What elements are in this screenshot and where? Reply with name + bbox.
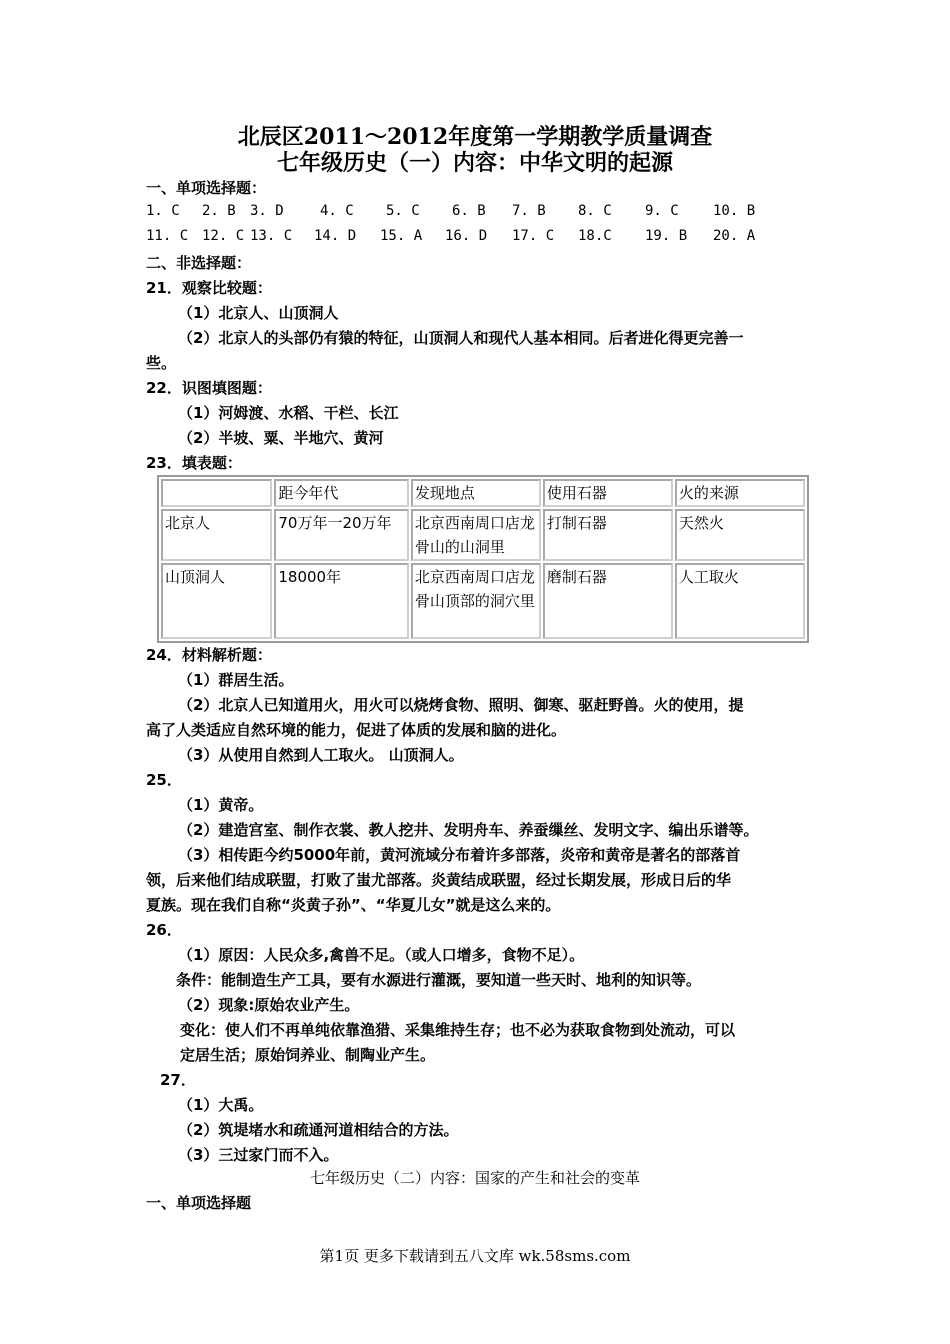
q24-answer-2: （2）北京人已知道用火，用火可以烧烤食物、照明、御寒、驱赶野兽。火的使用，提 <box>178 696 744 714</box>
q21-answer-2-cont: 些。 <box>146 354 177 372</box>
q21-answer-1: （1）北京人、山顶洞人 <box>178 304 339 322</box>
q24-answer-2-cont: 高了人类适应自然环境的能力，促进了体质的发展和脑的进化。 <box>146 721 567 739</box>
answer-row-1 <box>0 203 950 223</box>
table-cell: 70万年一20万年 <box>274 509 409 561</box>
doc-title: 北辰区2011～2012年度第一学期教学质量调查 <box>237 124 713 150</box>
q26-heading: 26． <box>146 921 182 939</box>
table-header-cell: 火的来源 <box>675 479 805 507</box>
answer: 18.C <box>578 228 612 244</box>
table-row <box>161 509 805 561</box>
section-subtitle: 七年级历史（二）内容：国家的产生和社会的变革 <box>309 1169 640 1187</box>
q27-answer-2: （2）筑堤堵水和疏通河道相结合的方法。 <box>178 1121 459 1139</box>
answer: 16. D <box>445 228 488 244</box>
table-cell: 打制石器 <box>543 509 673 561</box>
answer: 4. C <box>320 203 354 219</box>
answer: 20. A <box>713 228 756 244</box>
q23-heading: 23．填表题： <box>146 454 242 472</box>
table-cell: 山顶洞人 <box>161 563 272 639</box>
q21-answer-2: （2）北京人的头部仍有猿的特征，山顶洞人和现代人基本相同。后者进化得更完善一 <box>178 329 744 347</box>
q25-answer-3-cont: 夏族。现在我们自称“炎黄子孙”、“华夏儿女”就是这么来的。 <box>146 896 561 914</box>
q25-heading: 25． <box>146 771 182 789</box>
answer: 6. B <box>452 203 486 219</box>
q24-heading: 24．材料解析题： <box>146 646 272 664</box>
q22-answer-2: （2）半坡、粟、半地穴、黄河 <box>178 429 384 447</box>
table-cell: 人工取火 <box>675 563 805 639</box>
answer: 15. A <box>380 228 423 244</box>
section-heading-choice-2: 一、单项选择题 <box>146 1194 252 1212</box>
q25-answer-2: （2）建造宫室、制作衣裳、教人挖井、发明舟车、养蚕缫丝、发明文字、编出乐谱等。 <box>178 821 759 839</box>
q26-change-cont: 定居生活；原始饲养业、制陶业产生。 <box>180 1046 436 1064</box>
table-cell: 18000年 <box>274 563 409 639</box>
q26-answer-2: （2）现象:原始农业产生。 <box>178 996 360 1014</box>
table-cell: 磨制石器 <box>543 563 673 639</box>
table-header-cell: 使用石器 <box>543 479 673 507</box>
answer: 14. D <box>314 228 357 244</box>
answer: 7. B <box>512 203 546 219</box>
table-cell: 北京西南周口店龙骨山的山洞里 <box>411 509 541 561</box>
table-cell: 天然火 <box>675 509 805 561</box>
answer: 1. C <box>146 203 180 219</box>
q25-answer-3-cont: 领，后来他们结成联盟，打败了蚩尤部落。炎黄结成联盟，经过长期发展，形成日后的华 <box>146 871 732 889</box>
q27-answer-1: （1）大禹。 <box>178 1096 264 1114</box>
table-cell: 北京人 <box>161 509 272 561</box>
answer: 12. C <box>202 228 245 244</box>
q25-answer-3: （3）相传距今约5000年前，黄河流域分布着许多部落，炎帝和黄帝是著名的部落首 <box>178 846 741 864</box>
q22-answer-1: （1）河姆渡、水稻、干栏、长江 <box>178 404 399 422</box>
answer: 8. C <box>578 203 612 219</box>
q27-heading: 27． <box>160 1071 196 1089</box>
answer: 17. C <box>512 228 555 244</box>
q24-answer-1: （1）群居生活。 <box>178 671 294 689</box>
q21-heading: 21．观察比较题： <box>146 279 272 297</box>
answer: 3. D <box>250 203 284 219</box>
q26-answer-1: （1）原因：人民众多,禽兽不足。（或人口增多，食物不足）。 <box>178 946 585 964</box>
answer: 5. C <box>386 203 420 219</box>
section-heading-choice: 一、单项选择题： <box>146 179 267 197</box>
table-header-cell: 距今年代 <box>274 479 409 507</box>
q26-change: 变化：使人们不再单纯依靠渔猎、采集维持生存；也不必为获取食物到处流动，可以 <box>180 1021 736 1039</box>
table-header-row <box>161 479 805 507</box>
page-footer: 第1页 更多下载请到五八文库 wk.58sms.com <box>319 1247 631 1265</box>
answer: 11. C <box>146 228 189 244</box>
answer: 9. C <box>645 203 679 219</box>
table-header-cell <box>161 479 272 507</box>
q24-answer-3: （3）从使用自然到人工取火。 山顶洞人。 <box>178 746 464 764</box>
table-cell: 北京西南周口店龙骨山顶部的洞穴里 <box>411 563 541 639</box>
section-heading-nonchoice: 二、非选择题： <box>146 254 252 272</box>
answer: 2. B <box>202 203 236 219</box>
q26-condition: 条件：能制造生产工具，要有水源进行灌溉，要知道一些天时、地利的知识等。 <box>176 971 702 989</box>
q22-heading: 22．识图填图题： <box>146 379 272 397</box>
fill-table <box>157 475 809 643</box>
answer-row-2 <box>0 228 950 248</box>
answer: 13. C <box>250 228 293 244</box>
q25-answer-1: （1）黄帝。 <box>178 796 264 814</box>
table-header-cell: 发现地点 <box>411 479 541 507</box>
q27-answer-3: （3）三过家门而不入。 <box>178 1146 339 1164</box>
table-row <box>161 563 805 639</box>
answer: 10. B <box>713 203 756 219</box>
doc-subtitle: 七年级历史（一）内容：中华文明的起源 <box>276 150 673 176</box>
answer: 19. B <box>645 228 688 244</box>
